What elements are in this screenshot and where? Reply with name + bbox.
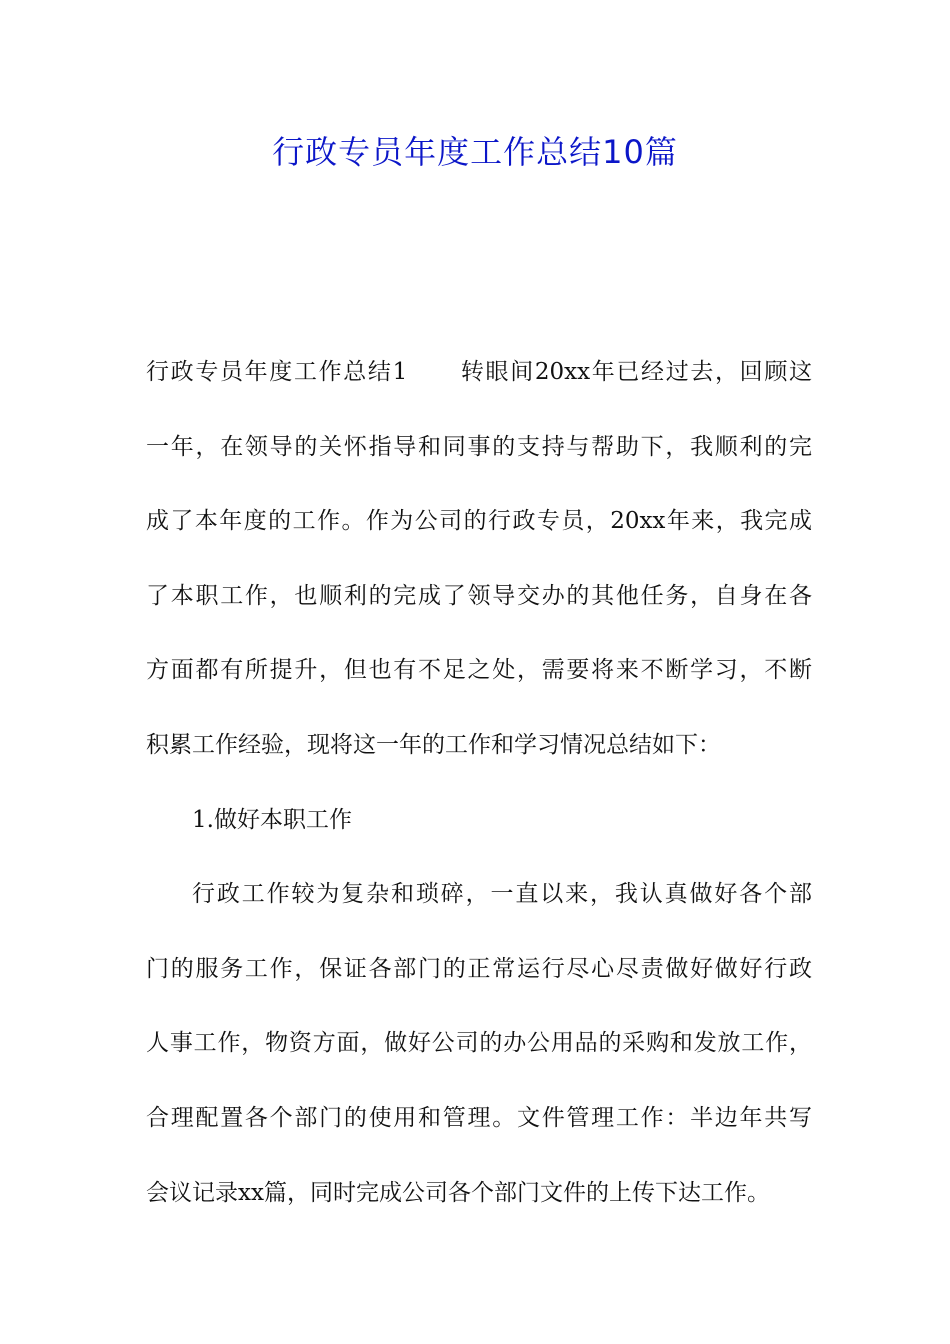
- paragraph-line: 会议记录xx篇，同时完成公司各个部门文件的上传下达工作。: [146, 1179, 770, 1206]
- section-heading-inline: 行政专员年度工作总结1: [146, 359, 408, 385]
- paragraph-line: 人事工作，物资方面，做好公司的办公用品的采购和发放工作，: [146, 1030, 812, 1057]
- paragraph-text: 转眼间20xx年已经过去，回顾这: [459, 359, 812, 385]
- paragraph-line: 合理配置各个部门的使用和管理。文件管理工作：半边年共写: [146, 1104, 812, 1131]
- paragraph-line: 行政工作较为复杂和琐碎，一直以来，我认真做好各个部: [192, 881, 812, 908]
- document-body: [146, 335, 812, 1230]
- document-title: 行政专员年度工作总结10篇: [272, 133, 678, 171]
- paragraph-line: 积累工作经验，现将这一年的工作和学习情况总结如下：: [146, 731, 721, 758]
- paragraph-line: 了本职工作，也顺利的完成了领导交办的其他任务，自身在各: [146, 582, 812, 609]
- paragraph-line: 方面都有所提升，但也有不足之处，需要将来不断学习，不断: [146, 657, 812, 684]
- paragraph-line: 成了本年度的工作。作为公司的行政专员，20xx年来，我完成: [146, 508, 812, 535]
- paragraph-line: 门的服务工作，保证各部门的正常运行尽心尽责做好做好行政: [146, 955, 812, 982]
- paragraph-line: [146, 335, 812, 410]
- subheading-line: 1.做好本职工作: [192, 806, 352, 833]
- paragraph-line: 一年，在领导的关怀指导和同事的支持与帮助下，我顺利的完: [146, 433, 812, 460]
